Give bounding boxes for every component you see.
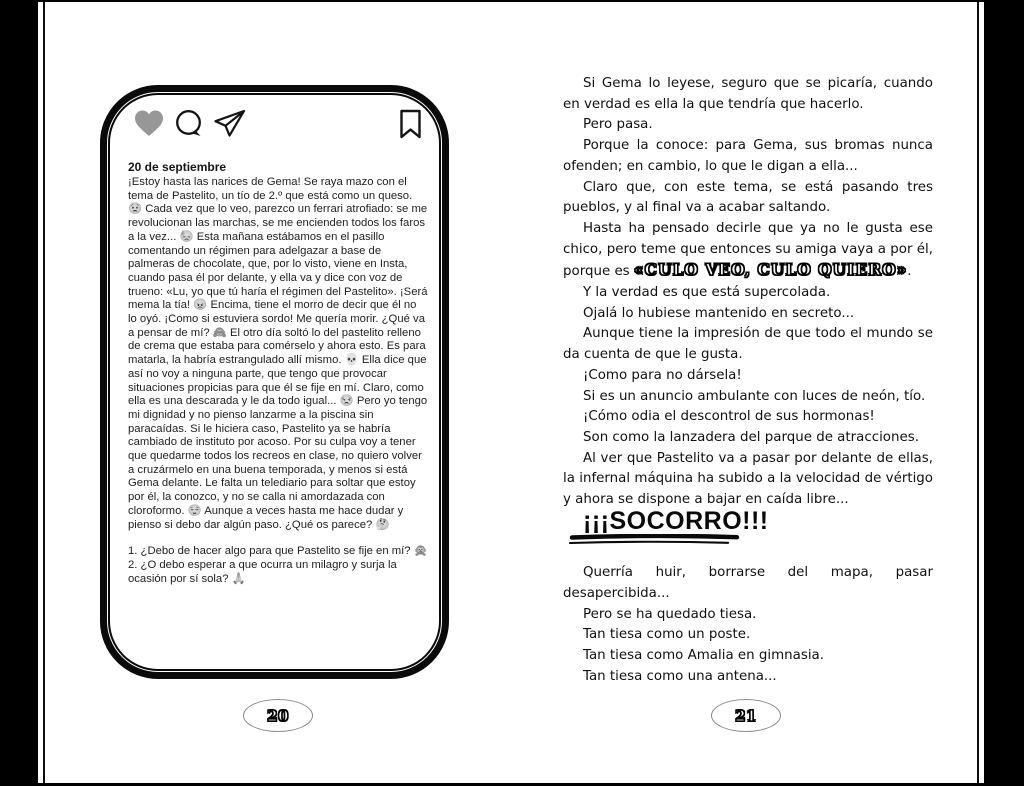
page-number-badge-left xyxy=(243,699,313,732)
post-action-bar xyxy=(119,109,430,143)
shout-heading: ¡¡¡SOCORRO!!! xyxy=(583,506,769,535)
right-page-text xyxy=(563,74,933,687)
quote-suffix: . xyxy=(907,264,912,280)
bookmark-icon xyxy=(399,109,422,144)
paragraph: Tan tiesa como una antena... xyxy=(583,668,777,684)
paragraph: Tan tiesa como Amalia en gimnasia. xyxy=(583,647,825,663)
post-date: 20 de septiembre xyxy=(128,160,227,174)
paper-plane-icon xyxy=(213,109,246,143)
paragraph: Tan tiesa como un poste. xyxy=(583,627,751,643)
page-number-badge-right xyxy=(711,699,781,732)
paragraph: ¡Como para no dársela! xyxy=(583,367,742,383)
paragraph: Aunque tiene la impresión de que todo el mundo se da cuenta de que le gusta. xyxy=(563,326,933,363)
paragraph: Si es un anuncio ambulante con luces de neón, tío. xyxy=(583,388,926,404)
post-body-text: ¡Estoy hasta las narices de Gema! Se raya mazo con el tema de Pastelito, un tío de 2.º que está como un queso. 😟 Cada vez que lo veo, parezco un ferrari atrofiado: se me revolucionan las marchas, se me encienden todos los faros a la vez... 😓 Esta mañana estábamos en el pasillo comentando un régimen para adelgazar a base de palmeras de chocolate, que, por lo visto, viene en Insta, cuando pasa él por delante, y ella va y dice con voz de trueno: «Lu, yo que tú haría el régimen del Pastelito». ¡Será mema la tía! 😠 Encima, tiene el morro de decir que él no lo oyó. ¡Como si estuviera sordo! Me quería morir. ¿Qué va a pensar de mí? 🙈 El otro día soltó lo del pastelito relleno de crema que estaba para comérselo y ahora esto. Es para matarla, la habría estrangulado allí mismo. 💀 Ella dice que así no voy a ninguna parte, que tengo que provocar situaciones propicias para que él se fije en mí. Claro, como ella es una descarada y le da todo igual... 😒 Pero yo tengo mi dignidad y no pienso lanzarme a la piscina sin paracaídas. Si le hiciera caso, Pastelito ya se habría cambiado de instituto por acoso. Por su culpa voy a tener que quedarme todos los recreos en clase, no quiero volver a cruzármelo en una buena temporada, y menos si está Gema delante. Le falta un telediario para soltar que estoy por él, la conozco, y no se calla ni amordazada con cloroformo. 😌 Aunque a veces hasta me hace dudar y pienso si debo dar algún paso. ¿Qué os parece? 🤔 xyxy=(128,176,428,531)
display-quote: «CULO VEO, CULO QUIERO» xyxy=(633,260,908,280)
paragraph-with-display-quote xyxy=(563,219,933,283)
page-number-right: 21 xyxy=(735,706,757,725)
phone-post xyxy=(107,92,442,672)
paragraph: Querría huir, borrarse del mapa, pasar desapercibida... xyxy=(563,565,933,601)
poll-question-1: 1. ¿Debo de hacer algo para que Pastelito se fije en mí? 🙊 xyxy=(128,545,428,558)
paragraph: Pero se ha quedado tiesa. xyxy=(583,606,757,622)
paragraph: Pero pasa. xyxy=(583,117,653,133)
inner-frame-line-right xyxy=(977,2,979,783)
phone-frame xyxy=(100,85,449,679)
quote-prefix: Hasta ha pensado decirle que ya no le gusta ese chico, pero teme que entonces su amiga vaya a por él, porque es xyxy=(563,220,933,280)
paragraph: ¡Cómo odia el descontrol de sus hormonas! xyxy=(583,409,875,425)
post-poll-questions xyxy=(119,545,430,586)
paragraph: Claro que, con este tema, se está pasando tres pueblos, y al final va a acabar saltando. xyxy=(563,179,933,216)
paragraph: Si Gema lo leyese, seguro que se picaría, cuando en verdad es ella la que tendría que hacerlo. xyxy=(563,76,933,112)
paragraph: Porque la conoce: para Gema, sus bromas nunca ofenden; en cambio, lo que le digan a ella... xyxy=(563,138,933,174)
heart-icon xyxy=(133,109,165,143)
page-number-left: 20 xyxy=(267,706,289,725)
shout-underline-strokes xyxy=(569,533,933,554)
inner-frame-line-left xyxy=(43,2,45,783)
paragraph: Ojalá lo hubiese mantenido en secreto... xyxy=(583,305,855,321)
paragraph: Son como la lanzadera del parque de atracciones. xyxy=(583,429,919,445)
paragraph: Y la verdad es que está supercolada. xyxy=(583,285,831,301)
comment-icon xyxy=(174,109,204,144)
poll-question-2: 2. ¿O debo esperar a que ocurra un milagro y surja la ocasión por sí sola? 🙏 xyxy=(128,558,397,585)
paragraph: Al ver que Pastelito va a pasar por delante de ellas, la infernal máquina ha subido a la velocidad de vértigo y ahora se dispone a bajar en caída libre... xyxy=(563,450,933,508)
